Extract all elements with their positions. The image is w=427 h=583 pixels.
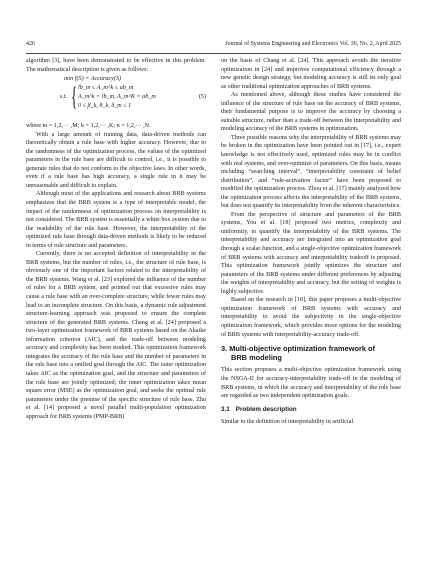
subject-to-label: s.t. (60, 94, 68, 101)
equation-5 (26, 75, 206, 120)
left-brace: { (71, 82, 78, 112)
objective-function: min f(S) = Accuracy(S) (64, 76, 122, 83)
paragraph: algorithm [3], have been demonstrated to be effective in this problem. The mathematical description is given as follows: (26, 58, 206, 73)
paragraph: where m = 1,2,··· ,M; k = 1,2,··· ,K; n = 1,2,··· ,N. (26, 123, 151, 130)
paragraph: Similar to the definition of interpretability in artificial (221, 419, 354, 426)
left-column (26, 57, 206, 421)
section-heading (221, 344, 401, 362)
journal-name: Journal of Systems Engineering and Electronics Vol. 36, No. 2, April 2025 (225, 41, 401, 47)
section-title-line-2: BRB modeling (231, 353, 282, 363)
paragraph: Currently, there is no accepted definition of interpretability in the BRB systems, but the number of rules, i.e., the structure of rule base, is obviously one of the important factors related to the interpretability of the BRB systems. Wang et al. [23] explored the influence of the number of rules for a BRB system, and pointed out that excessive rules may cause a rule base with an over-complete structure, while fewer rules may lead to an incomplete structure. On this basis, a dynamic rule adjustment structure-learning approach was proposed to ensure the complete structure of the generated BRB systems. Chang et al. [24] proposed a two-layer optimization framework of BRB systems based on the Akaike information criterion (AIC), and the trade-off between modeling accuracy and complexity has been studied. This optimization framework integrates the accuracy of the rule base and the number of parameters in the rule base into a unified goal through the AIC. The outer optimization takes AIC as the optimization goal, and the structure and parameters of the rule base are jointly optimized; the inner optimization takes mean square error (MSE) as the optimization goal, and seeks the optimal rule parameters under the premise of the specific structure of rule base. Zhu et al. [14] proposed a novel parallel multi-population optimization approach for BRB systems (PMP-BRB) (26, 251, 206, 420)
paragraph: As mentioned above, although these studies have considered the influence of the structure of rule base on the accuracy of BRB systems, their fundamental purpose is to improve the accuracy by choosing a suitable structure, rather than a trade-off between the interpretability and modeling accuracy of the BRB systems in optimization. (221, 92, 401, 133)
running-header (26, 41, 401, 51)
page-number: 426 (26, 41, 35, 47)
subsection-title: Problem description (235, 405, 297, 413)
subsection-number: 3.1 (221, 405, 230, 413)
paragraph: on the basis of Chang et al. [24]. This approach avoids the iterative optimization in [24] and improves computational efficiency through a new genetic design strategy, but modeling accuracy is still its only goal as other traditional optimization approaches of BRB systems. (221, 58, 401, 90)
constraint-1: lb_m ≤ A_m^k ≤ ub_m (78, 85, 134, 92)
paragraph: Although most of the applications and research about BRB systems emphasizes that the BRB system is a type of interpretable model, the impact of the randomness of optimization process on interpretability is not considered. The BRB system is essentially a white box system due to the readability of the rule base. However, the interpretability of the optimized rule base through data-driven methods is likely to be reduced in terms of rule structure and parameters. (26, 191, 206, 249)
paragraph: Three possible reasons why the interpretability of BRB systems may be broken in the optimization have been pointed out in [17], i.e., expert knowledge is not effectively used, optimized rules may be in conflict with real systems, and over-optimize of parameters. On this basis, means including “searching interval”, “interpretability constraint of belief distribution”, and “rule-activation factor” have been proposed to modified the optimization process. Zhou et al. [17] mainly analyzed how the optimization process affects the interpretability of the BRB systems, but does not quantify its interpretability from the inherent characteristics. (221, 134, 401, 210)
subsection-heading (221, 406, 401, 415)
constraint-2: A_m^k = lb_m, A_m^K = ub_m (78, 94, 156, 101)
paragraph: This section proposes a multi-objective optimization framework using the NSGA-II for accuracy-interpretability trade-off in the modeling of BRB systems, in which the accuracy and interpretability of the rule base are regarded as two independent optimization goals. (221, 367, 401, 400)
paragraph: Based on the research in [18], this paper proposes a multi-objective optimization framework of BRB systems with accuracy and interpretability to avoid the subjectivity in the single-objective optimization framework, which provides more options for the modeling of BRB systems with interpretability-accuracy trade-off. (221, 297, 401, 338)
equation-number: (5) (198, 94, 206, 101)
header-rule (26, 53, 401, 54)
paragraph: With a large amount of training data, data-driven methods can theoretically obtain a rule base with higher accuracy. However, due to the randomness of the optimization process, the values of the optimized parameters in the rule base are difficult to control, i.e., it is possible to generate rules that do not conform to the objective laws. In other words, even if a rule base has high accuracy, a single rule in it may be unreasonable and difficult to explain. (26, 131, 206, 189)
section-number: 3. (221, 344, 228, 354)
section-title-line-1: Multi-objective optimization framework of (229, 344, 376, 354)
right-column (221, 57, 401, 427)
constraint-3: 0 ≤ β_k, θ_k, δ_m ≤ 1 (78, 103, 132, 110)
paragraph: From the perspective of structure and parameters of the BRB systems, You et al. [18] proposed two metrics, complexity and uniformity, to quantify the interpretability of the BRB systems. The interpretability and accuracy are integrated into an optimization goal through a scalar function, and a single-objective optimization framework of BRB systems with accuracy and interpretability tradeoff is proposed. This optimization framework jointly optimizes the structure and parameters of the BRB systems under different preferences by adjusting the weights of interpretability and accuracy, but the setting of weights is highly subjective. (221, 211, 401, 295)
